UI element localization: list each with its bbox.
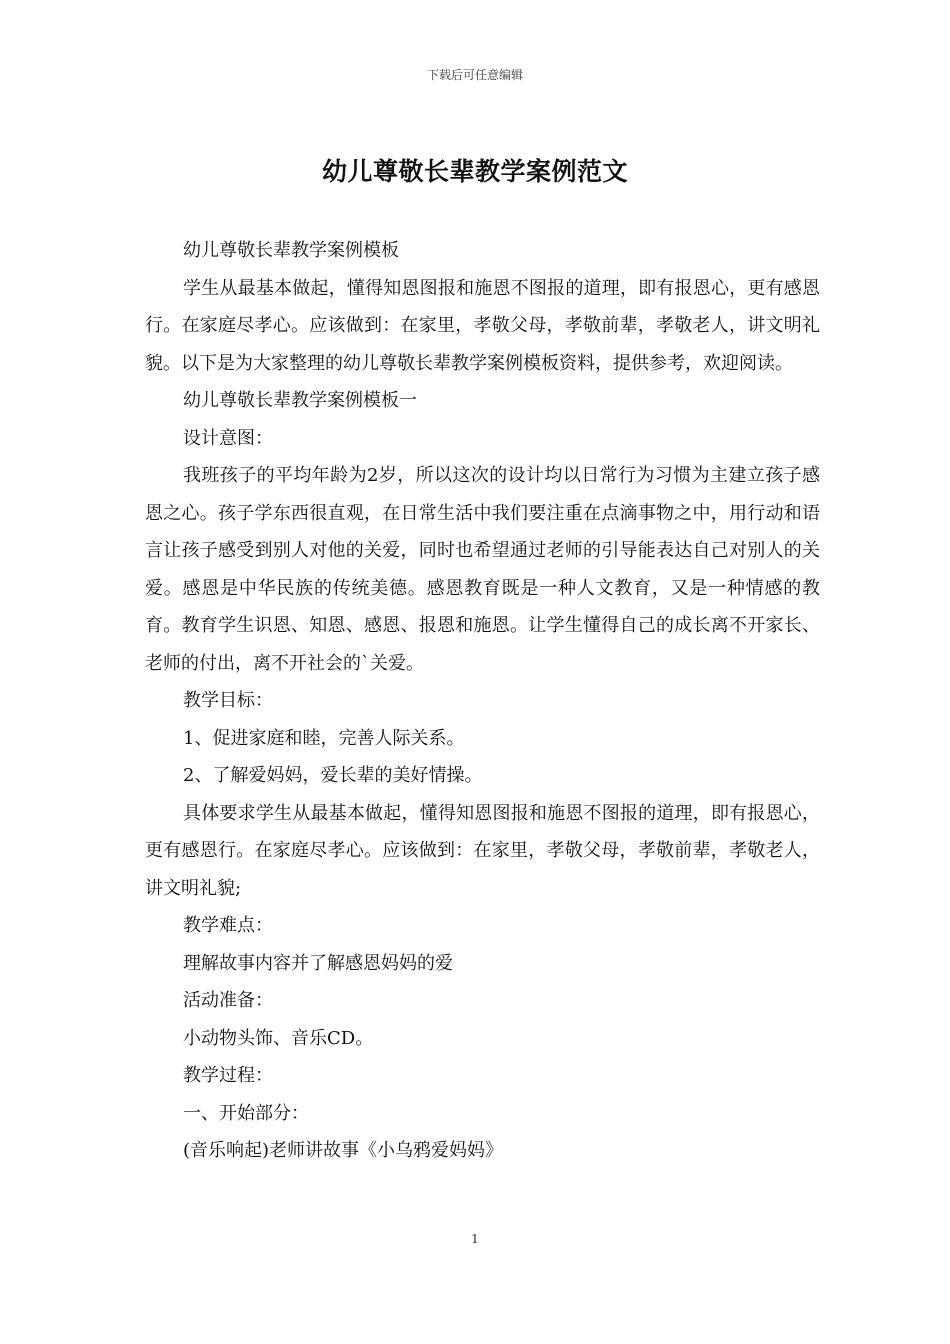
paragraph: 幼儿尊敬长辈教学案例模板 [183, 240, 399, 261]
paragraph: 具体要求学生从最基本做起，懂得知恩图报和施恩不图报的道理，即有报恩心，更有感恩行。在家庭尽孝心。应该做到：在家里，孝敬父母，孝敬前辈，孝敬老人，讲文明礼貌; [145, 802, 820, 899]
paragraph: 一、开始部分： [183, 1102, 309, 1124]
header-note: 下载后可任意编辑 [426, 68, 523, 82]
paragraph: 小动物头饰、音乐CD。 [183, 1027, 374, 1049]
paragraph: (音乐响起)老师讲故事《小乌鸦爱妈妈》 [183, 1140, 504, 1161]
paragraph: 教学难点： [183, 915, 273, 936]
paragraph: 1、促进家庭和睦，完善人际关系。 [183, 727, 465, 749]
paragraph: 教学过程： [183, 1065, 273, 1086]
paragraph: 设计意图： [183, 427, 273, 449]
paragraph: 我班孩子的平均年龄为2岁，所以这次的设计均以日常行为习惯为主建立孩子感恩之心。孩子学东西很直观，在日常生活中我们要注重在点滴事物之中，用行动和语言让孩子感受到别人对他的关爱，同时也希望通过老师的引导能表达自己对别人的关爱。感恩是中华民族的传统美德。感恩教育既是一种人文教育，又是一种情感的教育。教育学生识恩、知恩、感恩、报恩和施恩。让学生懂得自己的成长离不开家长、老师的付出，离不开社会的`关爱。 [145, 465, 820, 674]
paragraph: 学生从最基本做起，懂得知恩图报和施恩不图报的道理，即有报恩心，更有感恩行。在家庭尽孝心。应该做到：在家里，孝敬父母，孝敬前辈，孝敬老人，讲文明礼貌。以下是为大家整理的幼儿尊敬长辈教学案例模板资料，提供参考，欢迎阅读。 [145, 277, 820, 374]
document-body [145, 232, 820, 1170]
paragraph: 2、了解爱妈妈，爱长辈的美好情操。 [183, 765, 483, 786]
paragraph: 幼儿尊敬长辈教学案例模板一 [183, 390, 417, 411]
document-title: 幼儿尊敬长辈教学案例范文 [321, 157, 628, 186]
paragraph: 理解故事内容并了解感恩妈妈的爱 [183, 952, 453, 974]
page-number: 1 [471, 1232, 479, 1246]
paragraph: 教学目标： [183, 690, 273, 711]
paragraph: 活动准备： [183, 990, 273, 1011]
